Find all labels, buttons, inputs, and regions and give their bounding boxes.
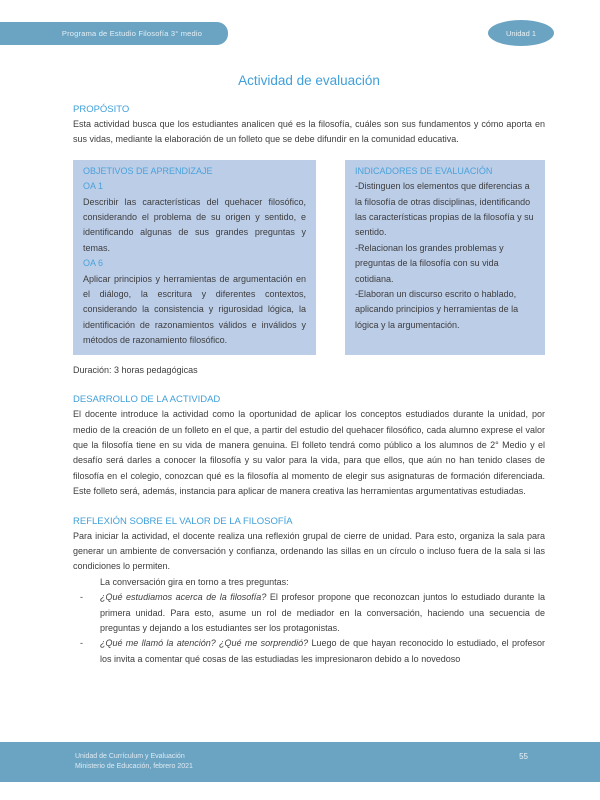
question-1-italic: ¿Qué estudiamos acerca de la filosofía? bbox=[100, 592, 267, 603]
question-1-rest: El profesor propone que reconozcan juntos lo estudiado durante la primera unidad. Para esto, asume un rol de mediador en la conversación, haciendo una secuencia de preguntas y dejando a los estudiantes ser los protagonistas. bbox=[100, 592, 545, 633]
indicador-item: -Distinguen los elementos que diferencias a la filosofía de otras disciplinas, identificando las características propias de la filosofía y su sentido. bbox=[355, 181, 534, 238]
desarrollo-heading: DESARROLLO DE LA ACTIVIDAD bbox=[73, 394, 221, 406]
footer-credits bbox=[75, 752, 193, 773]
proposito-heading: PROPÓSITO bbox=[73, 104, 130, 115]
info-boxes bbox=[73, 160, 545, 355]
oa-1-code: OA 1 bbox=[83, 181, 104, 192]
question-2-italic: ¿Qué me llamó la atención? ¿Qué me sorprendió? bbox=[100, 638, 309, 649]
bullet-marker: - bbox=[80, 592, 83, 603]
footer-line-1: Unidad de Currículum y Evaluación bbox=[75, 752, 185, 760]
oa-1-text: Describir las características del quehacer filosófico, considerando el problema de su origen y sentido, e identificando algunas de sus grandes preguntas y temas. bbox=[83, 196, 306, 253]
footer-line-2: Ministerio de Educación, febrero 2021 bbox=[75, 763, 193, 770]
indicador-item: -Elaboran un discurso escrito o hablado, aplicando principios y herramientas de la lógica y la argumentación. bbox=[355, 289, 519, 330]
indicador-item: -Relacionan los grandes problemas y preguntas de la filosofía con su vida cotidiana. bbox=[355, 242, 504, 284]
oa-6-code: OA 6 bbox=[83, 258, 104, 269]
page-content bbox=[73, 0, 545, 667]
objetivos-box bbox=[73, 160, 316, 355]
unit-badge-label: Unidad 1 bbox=[505, 28, 537, 38]
reflexion-lead: La conversación gira en torno a tres preguntas: bbox=[100, 576, 289, 587]
question-bullet-2 bbox=[80, 636, 545, 667]
page-title: Actividad de evaluación bbox=[238, 73, 380, 88]
bullet-marker: - bbox=[80, 638, 83, 649]
program-badge-label: Programa de Estudio Filosofía 3° medio bbox=[61, 29, 203, 38]
indicadores-box bbox=[345, 160, 545, 355]
question-2-rest: Luego de que hayan reconocido lo estudiado, el profesor los invita a comentar qué cosas de las estudiadas les impresionaron debido a lo novedoso bbox=[100, 638, 545, 664]
desarrollo-body: El docente introduce la actividad como la oportunidad de aplicar los conceptos estudiados durante la unidad, por medio de la creación de un folleto en el que, a partir del estudio del quehacer filosófico, cada alumno exprese el valor que la filosofía tiene en su vida de manera genuina. El folleto tendrá como público a los alumnos de 2° Medio y el desafío será darles a conocer la filosofía y su valor para la vida, para que ellos, que aún no han tenido clases de filosofía en el colegio, conozcan qué es la filosofía al momento de elegir sus asignaturas de formación diferenciada. Este folleto será, además, instancia para aplicar de manera creativa las herramientas argumentativas estudiadas. bbox=[73, 409, 545, 497]
reflexion-heading: REFLEXIÓN SOBRE EL VALOR DE LA FILOSOFÍA bbox=[73, 515, 293, 527]
question-bullet-1-text bbox=[100, 590, 545, 636]
page-number: 55 bbox=[519, 752, 528, 761]
oa-6-text: Aplicar principios y herramientas de argumentación en el diálogo, la escritura y diferentes contextos, considerando la consistencia y rigurosidad lógica, la identificación de razonamientos válidos e inválidos y métodos de razonamiento filosófico. bbox=[83, 273, 306, 346]
indicadores-heading: INDICADORES DE EVALUACIÓN bbox=[355, 165, 493, 176]
reflexion-intro: Para iniciar la actividad, el docente realiza una reflexión grupal de cierre de unidad. Para esto, organiza la sala para generar un ambiente de conversación y confianza, ordenando las sillas en un círculo o incluso fuera de la sala si las condiciones lo permiten. bbox=[73, 530, 545, 572]
question-bullet-2-text bbox=[100, 636, 545, 667]
objetivos-heading: OBJETIVOS DE APRENDIZAJE bbox=[83, 165, 213, 176]
duration-label: Duración: 3 horas pedagógicas bbox=[73, 364, 198, 375]
question-bullet-1 bbox=[80, 590, 545, 636]
footer-bar bbox=[0, 742, 600, 782]
proposito-body: Esta actividad busca que los estudiantes analicen qué es la filosofía, cuáles son sus fundamentos y cómo aporta en sus vidas, mediante la elaboración de un folleto que se debe difundir en la comunidad educativa. bbox=[73, 119, 545, 145]
